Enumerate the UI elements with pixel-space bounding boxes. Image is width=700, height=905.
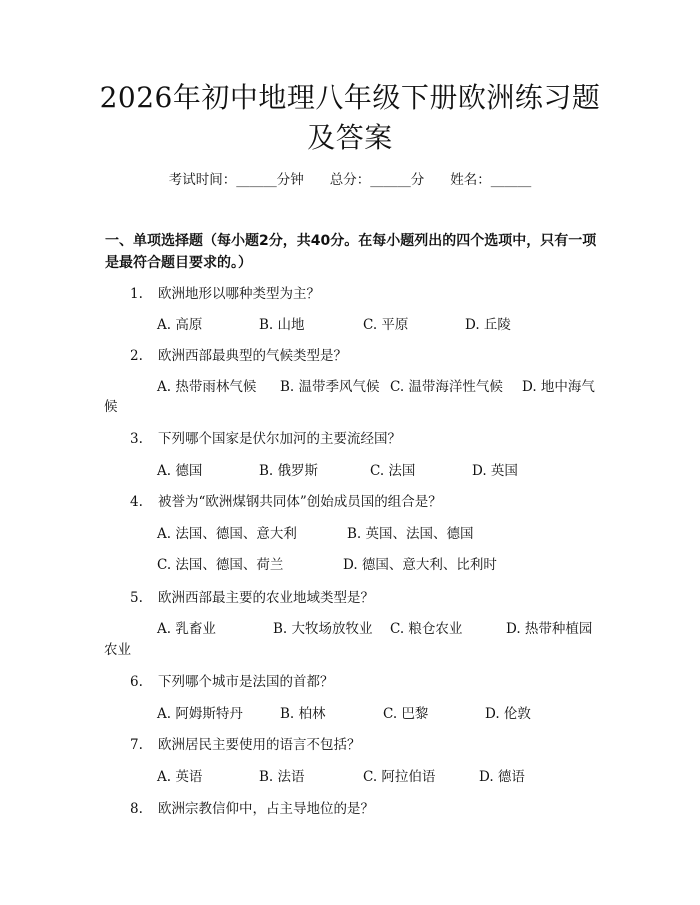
option-d: D. 德语 [479, 769, 525, 785]
option-b: B. 俄罗斯 [259, 463, 319, 479]
question-text: 欧洲西部最典型的气候类型是？ [158, 348, 347, 364]
option-d: D. 英国 [472, 463, 518, 479]
exam-meta [0, 168, 700, 188]
question-text: 下列哪个国家是伏尔加河的主要流经国？ [158, 431, 401, 447]
question-text: 欧洲地形以哪种类型为主？ [158, 286, 320, 302]
option-b: B. 英国、法国、德国 [347, 526, 474, 542]
question-number: 4. [130, 494, 143, 510]
option-d: D. 地中海气 [522, 379, 595, 395]
option-a: A. 乳畜业 [157, 621, 216, 637]
question-5-option-wrap: 农业 [104, 642, 131, 658]
question-8-stem [130, 798, 374, 820]
option-c: C. 法国、德国、荷兰 [157, 557, 284, 573]
student-name-field: 姓名：______ [450, 172, 532, 188]
option-d: D. 德国、意大利、比利时 [343, 557, 497, 573]
option-a: A. 英语 [157, 769, 203, 785]
option-a: A. 热带雨林气候 [157, 379, 257, 395]
question-text: 欧洲居民主要使用的语言不包括？ [158, 737, 361, 753]
option-b: B. 柏林 [280, 706, 326, 722]
question-number: 1. [130, 286, 143, 302]
question-number: 7. [130, 737, 143, 753]
option-b: B. 大牧场放牧业 [273, 621, 373, 637]
question-number: 8. [130, 801, 143, 817]
question-7-stem [130, 734, 361, 756]
option-b: B. 温带季风气候 [280, 379, 380, 395]
question-5-stem [130, 587, 374, 609]
option-d: D. 伦敦 [485, 706, 531, 722]
option-b: B. 山地 [259, 317, 305, 333]
question-2-stem [130, 345, 347, 367]
option-a: A. 德国 [157, 463, 203, 479]
question-number: 3. [130, 431, 143, 447]
question-number: 2. [130, 348, 143, 364]
option-a: A. 阿姆斯特丹 [157, 706, 243, 722]
option-c: C. 温带海洋性气候 [390, 379, 503, 395]
option-d: D. 热带种植园 [506, 621, 593, 637]
section-heading: 一、单项选择题（每小题2分，共40分。在每小题列出的四个选项中，只有一项是最符合题目要求的。） [105, 233, 597, 271]
question-text: 下列哪个城市是法国的首都？ [158, 674, 334, 690]
option-d: D. 丘陵 [465, 317, 511, 333]
question-text: 欧洲西部最主要的农业地域类型是？ [158, 590, 374, 606]
question-text: 被誉为“欧洲煤钢共同体”创始成员国的组合是？ [158, 494, 442, 510]
question-2-option-wrap: 候 [104, 399, 118, 415]
question-number: 5. [130, 590, 143, 606]
option-c: C. 阿拉伯语 [363, 769, 436, 785]
option-a: A. 高原 [157, 317, 203, 333]
option-a: A. 法国、德国、意大利 [157, 526, 297, 542]
question-text: 欧洲宗教信仰中，占主导地位的是？ [158, 801, 374, 817]
question-3-stem [130, 428, 401, 450]
exam-time-field: 考试时间：______分钟 [168, 172, 304, 188]
option-c: C. 巴黎 [383, 706, 429, 722]
option-c: C. 粮仓农业 [390, 621, 463, 637]
question-number: 6. [130, 674, 143, 690]
option-c: C. 平原 [363, 317, 409, 333]
question-6-stem [130, 671, 334, 693]
option-c: C. 法国 [370, 463, 416, 479]
total-score-field: 总分：______分 [329, 172, 425, 188]
document-title: 2026年初中地理八年级下册欧洲练习题及答案 [99, 81, 601, 154]
option-b: B. 法语 [259, 769, 305, 785]
question-4-stem [130, 491, 442, 513]
question-1-stem [130, 283, 320, 305]
